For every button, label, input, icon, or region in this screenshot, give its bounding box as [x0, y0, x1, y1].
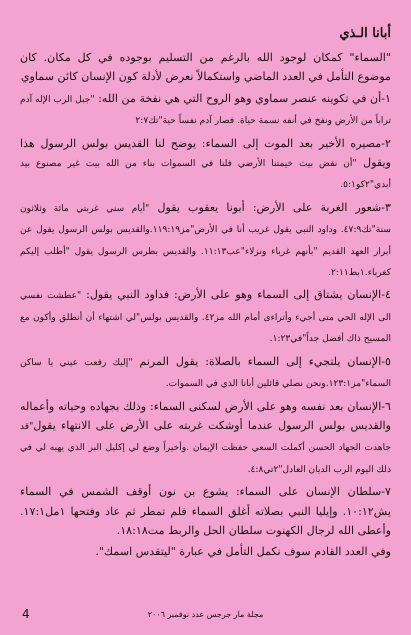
paragraph-text: ٤-الإنسان يشتاق إلى السماء وهو على الأرض: فداود النبي يقول: — [81, 288, 391, 302]
scripture-quote: "أن نقض بيت خيمتنا الأرضي فلنا في السموات بناء من الله بيت غير مصنوع بيد أبدي"٢كو٥:١. — [20, 159, 391, 191]
paragraph-text: ٥-الإنسان يلتجيء إلى السماء بالصلاة: يقول المرنم — [132, 354, 391, 368]
paragraph-text: ٧-سلطان الإنسان على السماء: يشوع بن نون أوقف الشمس في السماء يش١٠:١٢. وإيليا النبي بصلاته أغلق السماء فلم تمطر ثم عاد وفتحها ١مل١٧:١. وأعطى الله لرجال الكهنوت سلطان الحل والربط مت١٨:١٨. — [20, 485, 391, 537]
scripture-quote: "إليك رفعت عيني يا ساكن السماء"مز١٢٣:١.ونحن نصلي قائلين أبانا الذي في السموات. — [20, 357, 391, 390]
scripture-quote: "أيام سني غربتي مائة وثلاثون سنة"تك٤٧:٩. وداود النبي يقول غريب أنا في الأرض"مز١١٩:١٩.والقديس بولس الرسول يقول عن أبرار العهد القديم "بأنهم غرباء ونزلاء"عب١١:١٣. والقديس بطرس الرسول يقول "أطلب إليكم كغرباء.١بط٢:١١. — [20, 203, 392, 279]
paragraph-text: ١-أن في تكوينه عنصر سماوي وهو الروح التي هي نفخة من الله: — [94, 91, 391, 105]
paragraph-point-7 — [20, 482, 391, 540]
paragraph-text: "السماء" كمكان لوجود الله بالرغم من التسليم بوجوده في كل مكان. كان موضوع التأمل في العدد الماضي واستكمالاً نعرض لأدلة كون الإنسان كائن سماوي — [20, 51, 391, 84]
paragraph-point-3 — [20, 198, 391, 284]
paragraph-point-6 — [20, 397, 391, 481]
paragraph-text: ٢-مصيره الأخير بعد الموت إلى السماء: يوضح لنا القديس بولس الرسول هذا ويقول — [20, 136, 391, 170]
scripture-quote: "جبل الرب الإله آدم تراباً من الأرض ونفخ في أنفه نسمة حياة. فصار آدم نفساً حية"تك٢:٧ — [20, 94, 391, 127]
page-footer — [0, 607, 411, 625]
paragraph-point-5 — [20, 352, 391, 395]
paragraph-text: ٣-شعور الغربة على الأرض: أبونا يعقوب يقول — [149, 200, 391, 214]
page-number: 4 — [22, 607, 30, 621]
paragraph-point-1 — [20, 89, 391, 132]
paragraph-closing — [20, 542, 391, 561]
paragraph-text: وفي العدد القادم سوف نكمل التأمل في عبارة "ليتقدس اسمك". — [95, 545, 391, 559]
magazine-issue-line: مجلة مار جرجس عدد نوفمبر ٢٠٠٦ — [147, 610, 264, 619]
paragraph-point-4 — [20, 285, 391, 349]
scripture-quote: "عطشت نفسي الى الإله الحي متى أجيء وأتراءى أمام الله مز٤٢. والقديس بولس"لي اشتهاء أن أنطلق وأكون مع المسيح ذاك أفضل جداً"في١:٢٣. — [20, 291, 391, 345]
paragraph-intro — [20, 48, 391, 87]
paragraph-text: ٦-الإنسان بعد نفسه وهو على الأرض لسكنى السماء: وذلك بجهاده وحياته وأعماله والقديس بولس الرسول عندما أوشكت غربته على الأرض على الانتهاء يقول — [20, 399, 391, 432]
paragraph-point-2 — [20, 134, 391, 196]
article-title: أبانا الـذي — [339, 26, 391, 41]
scripture-quote: "قد جاهدت الجهاد الحسن أكملت السعي حفظت الإيمان .وأخيراً وضع لي إكليل البر الذي يهبه لي في ذلك اليوم الرب الديان العادل"٢تي٤:٨. — [20, 421, 391, 475]
